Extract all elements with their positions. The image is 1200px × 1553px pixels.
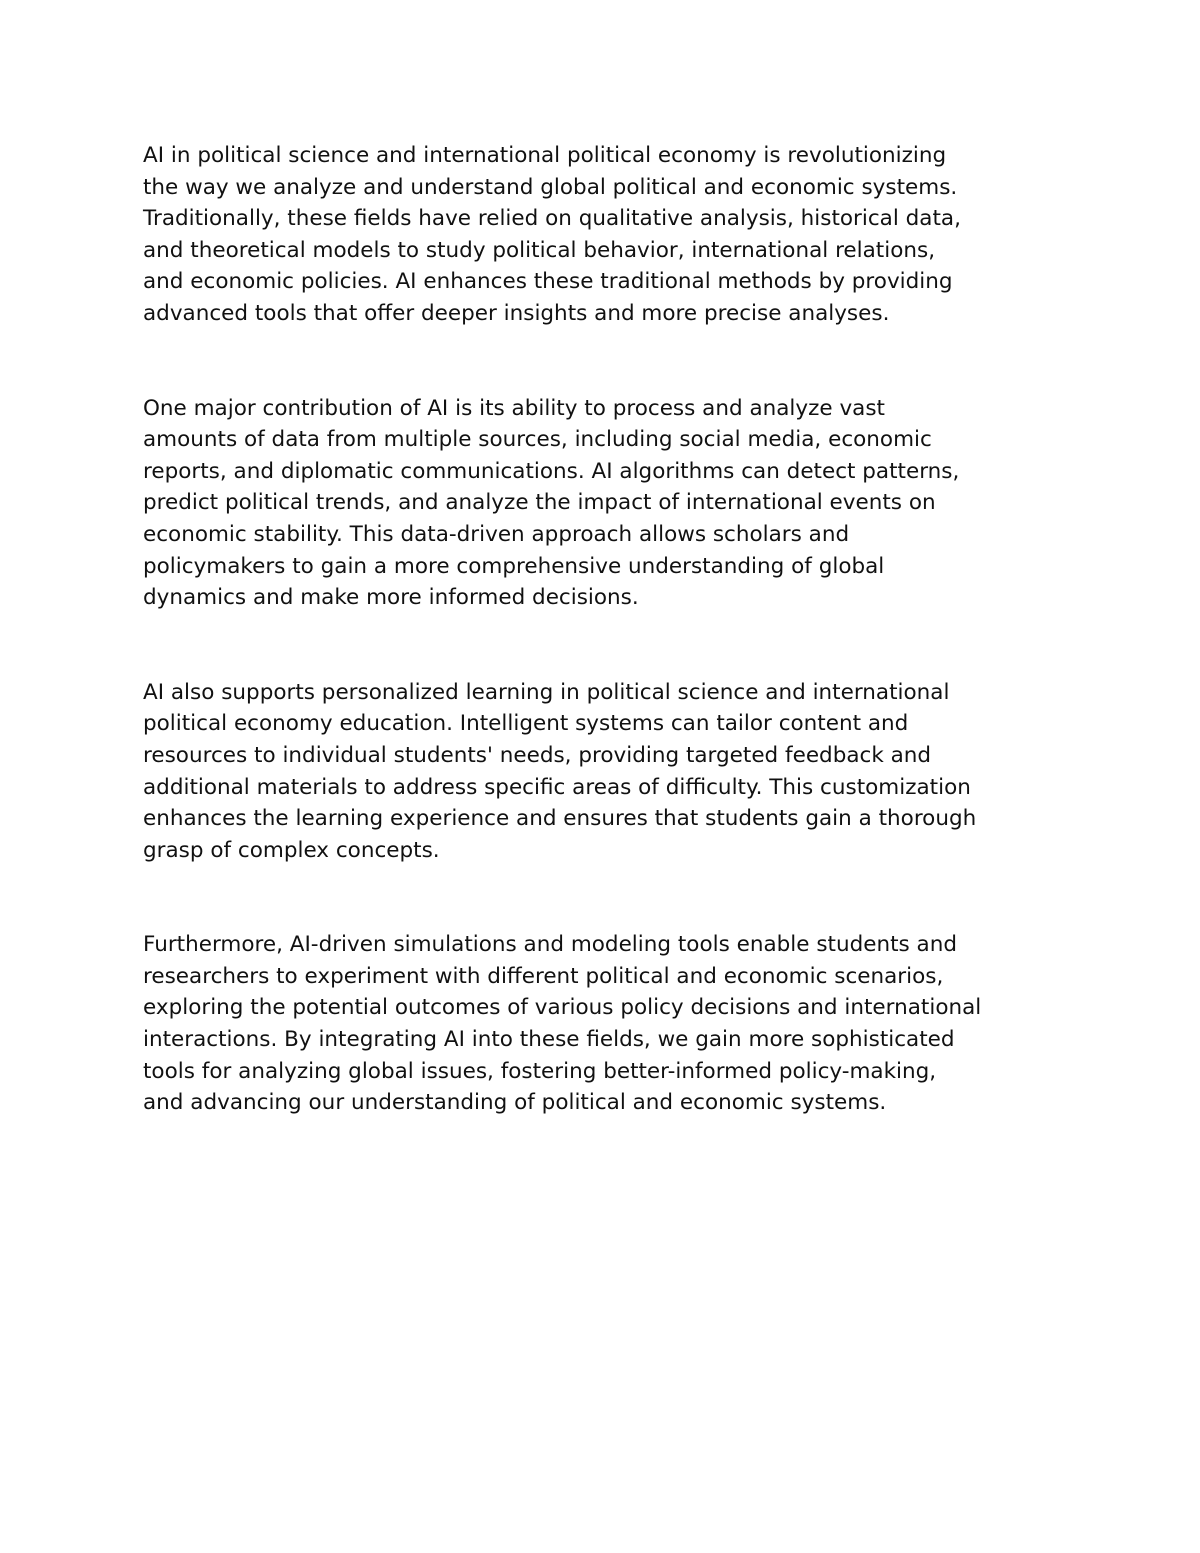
paragraph-line: Furthermore, AI-driven simulations and modeling tools enable students and xyxy=(143,932,957,958)
paragraph-4 xyxy=(143,929,1083,1119)
paragraph-line: resources to individual students' needs, providing targeted feedback and xyxy=(143,742,932,768)
paragraph-2 xyxy=(143,393,1083,614)
paragraph-line: additional materials to address specific areas of difficulty. This customization xyxy=(143,774,971,800)
paragraph-line: economic stability. This data-driven approach allows scholars and xyxy=(143,521,850,547)
paragraph-line: AI in political science and international political economy is revolutionizing xyxy=(143,143,947,168)
paragraph-line: dynamics and make more informed decisions. xyxy=(143,585,639,611)
paragraph-line: and economic policies. AI enhances these traditional methods by providing xyxy=(143,269,953,295)
document-body xyxy=(143,140,1083,1182)
paragraph-line: advanced tools that offer deeper insights and more precise analyses. xyxy=(143,300,890,326)
paragraph-line: and advancing our understanding of political and economic systems. xyxy=(143,1090,887,1116)
paragraph-1 xyxy=(143,140,1083,330)
paragraph-line: tools for analyzing global issues, fostering better-informed policy-making, xyxy=(143,1058,937,1084)
paragraph-line: AI also supports personalized learning in political science and international xyxy=(143,679,950,705)
paragraph-line: political economy education. Intelligent systems can tailor content and xyxy=(143,711,909,737)
paragraph-line: policymakers to gain a more comprehensive understanding of global xyxy=(143,553,885,579)
paragraph-line: interactions. By integrating AI into these fields, we gain more sophisticated xyxy=(143,1027,955,1053)
paragraph-line: exploring the potential outcomes of various policy decisions and international xyxy=(143,995,982,1021)
paragraph-line: enhances the learning experience and ensures that students gain a thorough xyxy=(143,806,977,832)
paragraph-line: predict political trends, and analyze the impact of international events on xyxy=(143,490,936,516)
paragraph-line: One major contribution of AI is its ability to process and analyze vast xyxy=(143,395,885,421)
paragraph-line: reports, and diplomatic communications. AI algorithms can detect patterns, xyxy=(143,458,960,484)
paragraph-line: grasp of complex concepts. xyxy=(143,837,440,863)
paragraph-line: and theoretical models to study political behavior, international relations, xyxy=(143,237,936,263)
paragraph-line: the way we analyze and understand global political and economic systems. xyxy=(143,174,958,200)
paragraph-line: amounts of data from multiple sources, including social media, economic xyxy=(143,427,932,453)
paragraph-3 xyxy=(143,677,1083,867)
paragraph-line: Traditionally, these fields have relied on qualitative analysis, historical data, xyxy=(143,206,961,232)
paragraph-line: researchers to experiment with different political and economic scenarios, xyxy=(143,963,944,989)
